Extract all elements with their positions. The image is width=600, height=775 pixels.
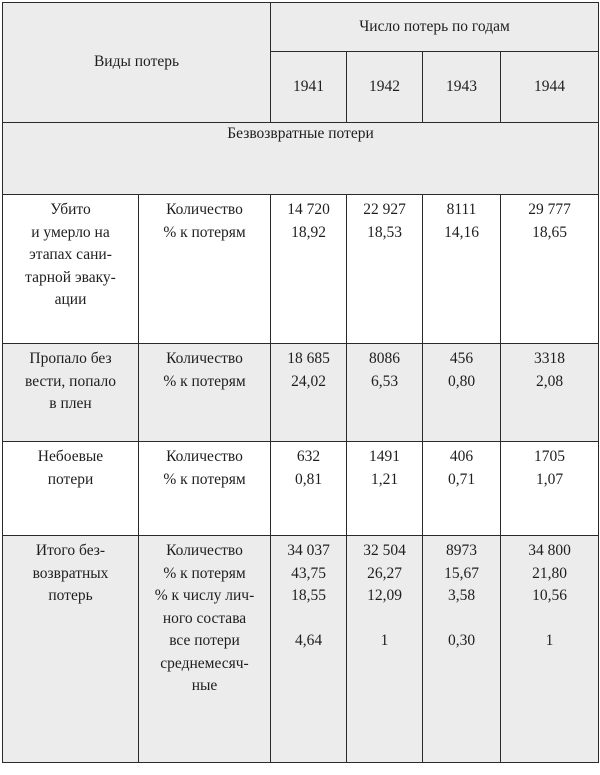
value-cell: [423, 442, 501, 536]
value-cell-line: 22 927: [363, 201, 406, 218]
value-cell-line: 18,65: [532, 223, 567, 241]
value-cell-line: 2,08: [535, 372, 564, 390]
value-cell-line: 0,30: [447, 632, 476, 649]
value-cell-line: 3318: [534, 350, 565, 367]
measure-cell-line: все потери: [169, 632, 240, 649]
value-cell-line: 18,55: [291, 587, 326, 604]
measure-cell-line: % к потерям: [163, 470, 246, 488]
value-cell-line: 21,80: [532, 564, 567, 582]
measure-cell-line: ного состава: [162, 609, 247, 627]
value-cell-line: 0,80: [447, 372, 476, 390]
year-header: 1942: [347, 52, 423, 123]
loss-type-cell-line: в плен: [49, 395, 92, 412]
value-cell: [501, 344, 599, 442]
value-cell: [347, 442, 423, 536]
value-cell-line: [271, 608, 346, 631]
value-cell-line: 3,58: [447, 587, 476, 604]
measure-cell-line: % к потерям: [163, 372, 246, 390]
year-header: 1943: [423, 52, 501, 123]
value-cell-line: [347, 608, 422, 631]
value-cell-line: 0,71: [447, 470, 476, 488]
value-cell: [271, 442, 347, 536]
value-cell-line: 32 504: [363, 542, 406, 559]
value-cell: [423, 195, 501, 344]
value-cell-line: 1705: [534, 448, 565, 465]
measure-cell-line: % к числу лич-: [154, 587, 255, 604]
value-cell-line: 1: [545, 632, 554, 649]
value-cell-line: [501, 608, 598, 631]
loss-type-cell: [3, 442, 139, 536]
value-cell: [501, 442, 599, 536]
loss-type-cell-line: вести, попало: [24, 372, 117, 390]
value-cell-line: 1,07: [535, 470, 564, 488]
value-cell-line: 29 777: [528, 201, 571, 218]
loss-type-cell-line: тарной эваку-: [25, 268, 116, 286]
loss-type-cell-line: Небоевые: [37, 448, 104, 465]
value-cell: [347, 344, 423, 442]
measure-cell: [139, 536, 271, 763]
measure-cell: [139, 195, 271, 344]
value-cell-line: 8086: [369, 350, 400, 367]
measure-cell-line: % к потерям: [163, 223, 246, 241]
row-type-header: [3, 3, 271, 123]
loss-type-cell-line: возвратных: [32, 564, 109, 582]
value-cell-line: 8111: [446, 201, 477, 218]
year-group-header-text: Число потерь по годам: [359, 17, 510, 35]
value-cell-line: 4,64: [294, 632, 323, 649]
value-cell: [271, 536, 347, 763]
value-cell: [423, 536, 501, 763]
section-row: [3, 123, 599, 195]
value-cell-line: 18,53: [367, 223, 402, 241]
year-group-header: [271, 3, 599, 52]
loss-type-cell-line: потери: [47, 470, 94, 488]
loss-type-cell-line: ации: [54, 291, 87, 308]
year-header: 1941: [271, 52, 347, 123]
value-cell: [347, 195, 423, 344]
value-cell-line: 1491: [369, 448, 400, 465]
table-row: [3, 344, 599, 442]
value-cell-line: 0,81: [294, 470, 323, 488]
measure-cell-line: % к потерям: [163, 564, 246, 582]
table-row: [3, 195, 599, 344]
value-cell-line: 12,09: [367, 587, 402, 604]
value-cell-line: 10,56: [532, 587, 567, 604]
row-type-header-text: Виды потерь: [93, 53, 180, 71]
value-cell: [271, 344, 347, 442]
value-cell: [501, 195, 599, 344]
value-cell-line: 34 037: [287, 542, 330, 559]
loss-type-cell-line: и умерло на: [31, 223, 110, 241]
value-cell-line: 406: [449, 448, 474, 465]
year-header: 1944: [501, 52, 599, 123]
value-cell-line: 24,02: [291, 372, 326, 390]
value-cell-line: 1: [380, 632, 389, 649]
loss-type-cell-line: Убито: [50, 201, 91, 218]
measure-cell: [139, 344, 271, 442]
value-cell-line: 15,67: [444, 564, 479, 582]
value-cell-line: 14,16: [444, 223, 479, 241]
measure-cell: [139, 442, 271, 536]
value-cell: [347, 536, 423, 763]
value-cell-line: 456: [449, 350, 474, 367]
value-cell: [423, 344, 501, 442]
value-cell-line: 1,21: [370, 470, 399, 488]
value-cell: [501, 536, 599, 763]
header-row-top: [3, 3, 599, 52]
value-cell: [271, 195, 347, 344]
value-cell-line: 34 800: [528, 542, 571, 559]
loss-type-cell-line: этапах сани-: [29, 246, 112, 263]
value-cell-line: 43,75: [291, 564, 326, 582]
loss-type-cell: [3, 344, 139, 442]
loss-type-cell-line: Пропало без: [29, 350, 112, 367]
loss-type-cell-line: Итого без-: [35, 542, 106, 559]
value-cell-line: 18 685: [287, 350, 330, 367]
value-cell-line: 6,53: [370, 372, 399, 390]
measure-cell-line: ные: [191, 677, 218, 694]
losses-table: [2, 2, 599, 763]
measure-cell-line: Количество: [166, 542, 243, 559]
measure-cell-line: Количество: [166, 448, 243, 465]
table-row: [3, 536, 599, 763]
measure-cell-line: среднемесяч-: [160, 654, 249, 672]
measure-cell-line: Количество: [166, 201, 243, 218]
loss-type-cell: [3, 536, 139, 763]
value-cell-line: 26,27: [367, 564, 402, 582]
section-title: Безвозвратные потери: [3, 123, 599, 195]
table-row: [3, 442, 599, 536]
value-cell-line: [423, 608, 500, 631]
loss-type-cell-line: потерь: [48, 587, 93, 604]
loss-type-cell: [3, 195, 139, 344]
value-cell-line: 632: [296, 448, 321, 465]
value-cell-line: 8973: [446, 542, 477, 559]
value-cell-line: 18,92: [291, 223, 326, 241]
measure-cell-line: Количество: [166, 350, 243, 367]
value-cell-line: 14 720: [287, 201, 330, 218]
